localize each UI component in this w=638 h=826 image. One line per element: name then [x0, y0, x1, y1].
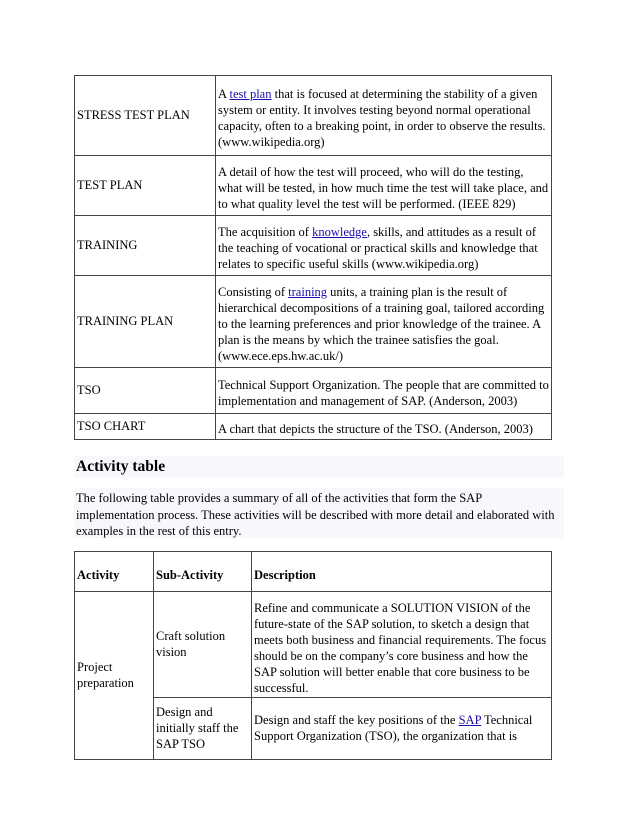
glossary-definition: A detail of how the test will proceed, who will do the testing, what will be tested, in how much time the test will take place, and to what quality level the test will be performed. (IEEE 829) [216, 156, 552, 216]
sap-link[interactable]: SAP [458, 713, 482, 727]
activity-table [74, 551, 552, 760]
table-row [75, 156, 552, 216]
glossary-term: TSO [75, 368, 216, 414]
test-plan-link[interactable]: test plan [229, 87, 272, 101]
glossary-term: TRAINING [75, 216, 216, 276]
column-header: Sub-Activity [154, 552, 252, 592]
section-intro: The following table provides a summary of all of the activities that form the SAP implementation process. These activities will be described with more detail and elaborated with examples in the rest of this entry. [76, 491, 555, 538]
description-cell: Design and staff the key positions of the SAP Technical Support Organization (TSO), the organization that is [252, 698, 552, 760]
activity-cell: Project preparation [75, 592, 154, 760]
sub-activity-cell: Craft solution vision [154, 592, 252, 698]
glossary-definition: A chart that depicts the structure of the TSO. (Anderson, 2003) [216, 414, 552, 440]
glossary-definition: Technical Support Organization. The people that are committed to implementation and management of SAP. (Anderson, 2003) [216, 368, 552, 414]
training-link[interactable]: training [288, 285, 328, 299]
glossary-definition: A test plan that is focused at determining the stability of a given system or entity. It involves testing beyond normal operational capacity, often to a breaking point, in order to observe the results. (www.wikipedia.org) [216, 76, 552, 156]
table-row [75, 216, 552, 276]
table-row [75, 368, 552, 414]
knowledge-link[interactable]: knowledge [312, 225, 367, 239]
table-row [75, 414, 552, 440]
column-header: Activity [75, 552, 154, 592]
glossary-term: TSO CHART [75, 414, 216, 440]
glossary-definition: Consisting of training units, a training plan is the result of hierarchical decompositions of a training goal, tailored according to the learning preferences and prior knowledge of the trainee. A plan is the means by which the trainee satisfies the goal. (www.ece.eps.hw.ac.uk/) [216, 276, 552, 368]
section-heading: Activity table [76, 458, 166, 475]
table-row [75, 76, 552, 156]
glossary-definition: The acquisition of knowledge, skills, and attitudes as a result of the teaching of vocational or practical skills and knowledge that relates to specific useful skills (www.wikipedia.org) [216, 216, 552, 276]
glossary-table [74, 75, 552, 440]
table-row [75, 592, 552, 698]
table-header-row [75, 552, 552, 592]
column-header: Description [252, 552, 552, 592]
table-row [75, 276, 552, 368]
description-cell: Refine and communicate a SOLUTION VISION of the future-state of the SAP solution, to sketch a design that meets both business and financial requirements. The focus should be on the company’s core business and how the SAP solution will better enable that core business to be successful. [252, 592, 552, 698]
sub-activity-cell: Design and initially staff the SAP TSO [154, 698, 252, 760]
glossary-term: STRESS TEST PLAN [75, 76, 216, 156]
glossary-term: TEST PLAN [75, 156, 216, 216]
glossary-term: TRAINING PLAN [75, 276, 216, 368]
